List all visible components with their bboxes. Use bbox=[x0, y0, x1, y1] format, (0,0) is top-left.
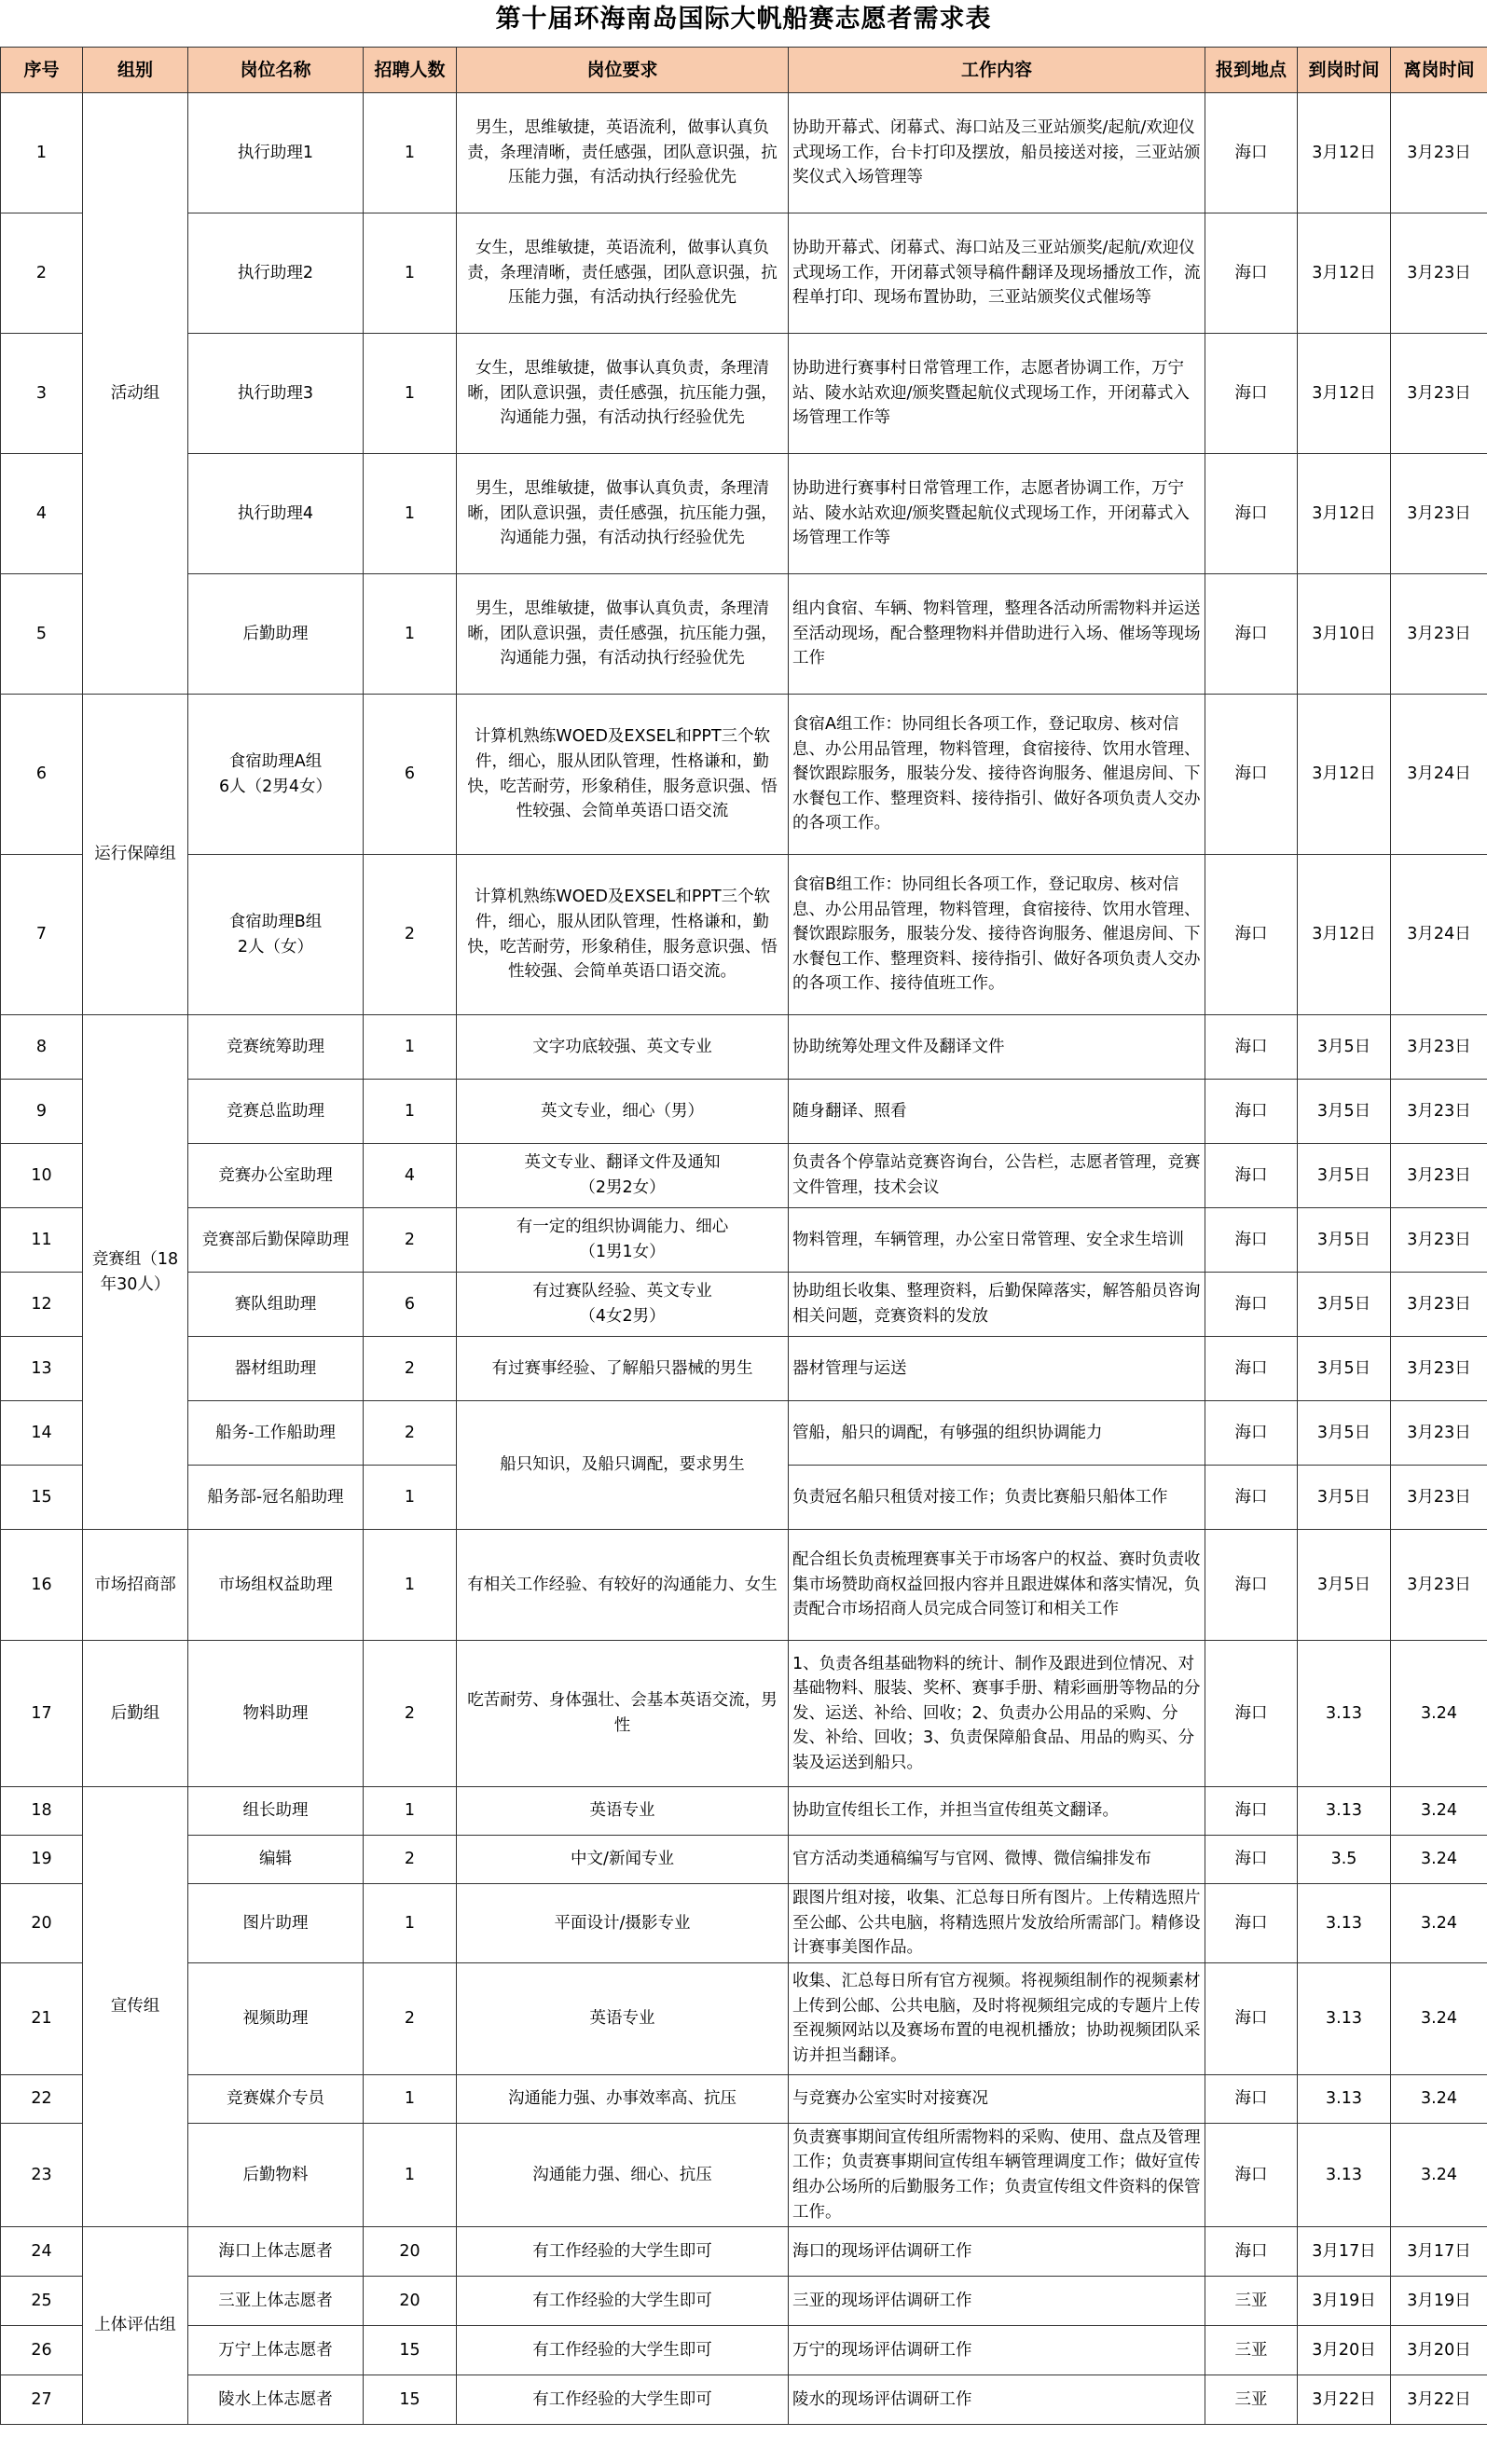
location-cell: 海口 bbox=[1205, 695, 1298, 855]
work-content-cell: 协助开幕式、闭幕式、海口站及三亚站颁奖/起航/欢迎仪式现场工作，台卡打印及摆放，船员接送对接，三亚站颁奖仪式入场管理等 bbox=[789, 93, 1205, 213]
end-date-cell: 3月23日 bbox=[1391, 1208, 1487, 1273]
table-row bbox=[1, 1787, 1487, 1836]
location-cell: 海口 bbox=[1205, 334, 1298, 454]
requirement-cell: 沟通能力强、细心、抗压 bbox=[457, 2123, 789, 2226]
table-row bbox=[1, 2227, 1487, 2277]
work-content-cell: 海口的现场评估调研工作 bbox=[789, 2227, 1205, 2277]
requirement-cell: 有相关工作经验、有较好的沟通能力、女生 bbox=[457, 1530, 789, 1641]
group-cell: 宣传组 bbox=[83, 1787, 188, 2227]
location-cell: 海口 bbox=[1205, 574, 1298, 695]
location-cell: 海口 bbox=[1205, 93, 1298, 213]
count-cell: 20 bbox=[364, 2227, 457, 2277]
end-date-cell: 3月23日 bbox=[1391, 1015, 1487, 1080]
work-content-cell: 协助开幕式、闭幕式、海口站及三亚站颁奖/起航/欢迎仪式现场工作，开闭幕式领导稿件翻译及现场播放工作，流程单打印、现场布置协助，三亚站颁奖仪式催场等 bbox=[789, 213, 1205, 334]
count-cell: 1 bbox=[364, 1015, 457, 1080]
position-cell: 编辑 bbox=[188, 1836, 364, 1884]
end-date-cell: 3月24日 bbox=[1391, 855, 1487, 1015]
table-row bbox=[1, 2074, 1487, 2123]
end-date-cell: 3月23日 bbox=[1391, 454, 1487, 574]
end-date-cell: 3月23日 bbox=[1391, 1080, 1487, 1144]
location-cell: 海口 bbox=[1205, 1080, 1298, 1144]
table-row bbox=[1, 334, 1487, 454]
table-row bbox=[1, 1401, 1487, 1466]
end-date-cell: 3.24 bbox=[1391, 1641, 1487, 1787]
count-cell: 1 bbox=[364, 334, 457, 454]
table-row bbox=[1, 2123, 1487, 2226]
count-cell: 2 bbox=[364, 855, 457, 1015]
end-date-cell: 3.24 bbox=[1391, 2074, 1487, 2123]
count-cell: 2 bbox=[364, 1401, 457, 1466]
location-cell: 海口 bbox=[1205, 2074, 1298, 2123]
row-number-cell: 11 bbox=[1, 1208, 83, 1273]
position-cell: 后勤助理 bbox=[188, 574, 364, 695]
requirement-cell: 中文/新闻专业 bbox=[457, 1836, 789, 1884]
row-number-cell: 23 bbox=[1, 2123, 83, 2226]
requirement-cell: 有工作经验的大学生即可 bbox=[457, 2326, 789, 2375]
table-row bbox=[1, 1962, 1487, 2074]
position-cell: 视频助理 bbox=[188, 1962, 364, 2074]
start-date-cell: 3月12日 bbox=[1298, 93, 1391, 213]
row-number-cell: 17 bbox=[1, 1641, 83, 1787]
requirement-cell: 英语专业 bbox=[457, 1962, 789, 2074]
position-cell: 三亚上体志愿者 bbox=[188, 2277, 364, 2326]
end-date-cell: 3.24 bbox=[1391, 1787, 1487, 1836]
row-number-cell: 22 bbox=[1, 2074, 83, 2123]
position-cell: 组长助理 bbox=[188, 1787, 364, 1836]
location-cell: 海口 bbox=[1205, 2227, 1298, 2277]
work-content-cell: 收集、汇总每日所有官方视频。将视频组制作的视频素材上传到公邮、公共电脑，及时将视频组完成的专题片上传至视频网站以及赛场布置的电视机播放；协助视频团队采访并担当翻译。 bbox=[789, 1962, 1205, 2074]
position-cell: 市场组权益助理 bbox=[188, 1530, 364, 1641]
start-date-cell: 3月12日 bbox=[1298, 334, 1391, 454]
location-cell: 海口 bbox=[1205, 1530, 1298, 1641]
work-content-cell: 负责各个停靠站竞赛咨询台，公告栏，志愿者管理，竞赛文件管理，技术会议 bbox=[789, 1144, 1205, 1208]
position-cell: 执行助理4 bbox=[188, 454, 364, 574]
requirement-cell: 沟通能力强、办事效率高、抗压 bbox=[457, 2074, 789, 2123]
group-cell: 上体评估组 bbox=[83, 2227, 188, 2425]
requirement-cell: 船只知识，及船只调配，要求男生 bbox=[457, 1401, 789, 1530]
position-cell: 食宿助理B组 2人（女） bbox=[188, 855, 364, 1015]
table-row bbox=[1, 1641, 1487, 1787]
start-date-cell: 3月5日 bbox=[1298, 1208, 1391, 1273]
requirement-cell: 有一定的组织协调能力、细心 （1男1女） bbox=[457, 1208, 789, 1273]
requirement-cell: 女生，思维敏捷，英语流利，做事认真负责，条理清晰，责任感强，团队意识强，抗压能力强，有活动执行经验优先 bbox=[457, 213, 789, 334]
end-date-cell: 3月23日 bbox=[1391, 334, 1487, 454]
start-date-cell: 3.13 bbox=[1298, 1641, 1391, 1787]
table-row bbox=[1, 855, 1487, 1015]
work-content-cell: 协助宣传组长工作，并担当宣传组英文翻译。 bbox=[789, 1787, 1205, 1836]
volunteer-table bbox=[0, 47, 1487, 2425]
requirement-cell: 吃苦耐劳、身体强壮、会基本英语交流，男性 bbox=[457, 1641, 789, 1787]
position-cell: 海口上体志愿者 bbox=[188, 2227, 364, 2277]
position-cell: 竞赛总监助理 bbox=[188, 1080, 364, 1144]
requirement-cell: 有过赛事经验、了解船只器械的男生 bbox=[457, 1337, 789, 1401]
group-cell: 后勤组 bbox=[83, 1641, 188, 1787]
start-date-cell: 3月5日 bbox=[1298, 1466, 1391, 1530]
location-cell: 海口 bbox=[1205, 454, 1298, 574]
location-cell: 海口 bbox=[1205, 1836, 1298, 1884]
start-date-cell: 3月12日 bbox=[1298, 454, 1391, 574]
count-cell: 20 bbox=[364, 2277, 457, 2326]
count-cell: 1 bbox=[364, 2074, 457, 2123]
header-cell: 序号 bbox=[1, 48, 83, 93]
end-date-cell: 3月17日 bbox=[1391, 2227, 1487, 2277]
row-number-cell: 8 bbox=[1, 1015, 83, 1080]
location-cell: 海口 bbox=[1205, 1401, 1298, 1466]
location-cell: 海口 bbox=[1205, 1787, 1298, 1836]
count-cell: 1 bbox=[364, 2123, 457, 2226]
row-number-cell: 15 bbox=[1, 1466, 83, 1530]
requirement-cell: 计算机熟练WOED及EXSEL和PPT三个软件，细心，服从团队管理，性格谦和，勤快，吃苦耐劳，形象稍佳，服务意识强、悟性较强、会简单英语口语交流 bbox=[457, 695, 789, 855]
requirement-cell: 有工作经验的大学生即可 bbox=[457, 2227, 789, 2277]
requirement-cell: 英文专业，细心（男） bbox=[457, 1080, 789, 1144]
end-date-cell: 3月23日 bbox=[1391, 1530, 1487, 1641]
header-cell: 工作内容 bbox=[789, 48, 1205, 93]
header-cell: 到岗时间 bbox=[1298, 48, 1391, 93]
start-date-cell: 3.13 bbox=[1298, 1962, 1391, 2074]
row-number-cell: 3 bbox=[1, 334, 83, 454]
start-date-cell: 3月5日 bbox=[1298, 1401, 1391, 1466]
table-row bbox=[1, 93, 1487, 213]
table-row bbox=[1, 1836, 1487, 1884]
end-date-cell: 3月19日 bbox=[1391, 2277, 1487, 2326]
work-content-cell: 负责冠名船只租赁对接工作；负责比赛船只船体工作 bbox=[789, 1466, 1205, 1530]
end-date-cell: 3月23日 bbox=[1391, 1144, 1487, 1208]
end-date-cell: 3月23日 bbox=[1391, 1273, 1487, 1337]
start-date-cell: 3月12日 bbox=[1298, 213, 1391, 334]
header-cell: 岗位要求 bbox=[457, 48, 789, 93]
requirement-cell: 计算机熟练WOED及EXSEL和PPT三个软件，细心，服从团队管理，性格谦和，勤快，吃苦耐劳，形象稍佳，服务意识强、悟性较强、会简单英语口语交流。 bbox=[457, 855, 789, 1015]
position-cell: 竞赛办公室助理 bbox=[188, 1144, 364, 1208]
start-date-cell: 3月5日 bbox=[1298, 1273, 1391, 1337]
requirement-cell: 男生，思维敏捷，英语流利，做事认真负责，条理清晰，责任感强，团队意识强，抗压能力强，有活动执行经验优先 bbox=[457, 93, 789, 213]
count-cell: 6 bbox=[364, 695, 457, 855]
end-date-cell: 3月24日 bbox=[1391, 695, 1487, 855]
table-row bbox=[1, 1080, 1487, 1144]
end-date-cell: 3月23日 bbox=[1391, 1401, 1487, 1466]
row-number-cell: 1 bbox=[1, 93, 83, 213]
end-date-cell: 3月20日 bbox=[1391, 2326, 1487, 2375]
work-content-cell: 随身翻译、照看 bbox=[789, 1080, 1205, 1144]
page-title: 第十届环海南岛国际大帆船赛志愿者需求表 bbox=[495, 5, 992, 34]
row-number-cell: 24 bbox=[1, 2227, 83, 2277]
work-content-cell: 组内食宿、车辆、物料管理，整理各活动所需物料并运送至活动现场，配合整理物料并借助进行入场、催场等现场工作 bbox=[789, 574, 1205, 695]
row-number-cell: 26 bbox=[1, 2326, 83, 2375]
requirement-cell: 有过赛队经验、英文专业 （4女2男） bbox=[457, 1273, 789, 1337]
work-content-cell: 食宿B组工作：协同组长各项工作，登记取房、核对信息、办公用品管理，物料管理，食宿接待、饮用水管理、餐饮跟踪服务，服装分发、接待咨询服务、催退房间、下水餐包工作、整理资料、接待指引、做好各项负责人交办的各项工作、接待值班工作。 bbox=[789, 855, 1205, 1015]
start-date-cell: 3月5日 bbox=[1298, 1337, 1391, 1401]
end-date-cell: 3月23日 bbox=[1391, 1337, 1487, 1401]
table-row bbox=[1, 1015, 1487, 1080]
position-cell: 器材组助理 bbox=[188, 1337, 364, 1401]
position-cell: 执行助理2 bbox=[188, 213, 364, 334]
count-cell: 1 bbox=[364, 454, 457, 574]
position-cell: 竞赛媒介专员 bbox=[188, 2074, 364, 2123]
position-cell: 图片助理 bbox=[188, 1884, 364, 1963]
work-content-cell: 三亚的现场评估调研工作 bbox=[789, 2277, 1205, 2326]
group-cell: 市场招商部 bbox=[83, 1530, 188, 1641]
row-number-cell: 20 bbox=[1, 1884, 83, 1963]
row-number-cell: 16 bbox=[1, 1530, 83, 1641]
start-date-cell: 3.13 bbox=[1298, 2123, 1391, 2226]
work-content-cell: 协助进行赛事村日常管理工作，志愿者协调工作，万宁站、陵水站欢迎/颁奖暨起航仪式现场工作，开闭幕式入场管理工作等 bbox=[789, 334, 1205, 454]
location-cell: 海口 bbox=[1205, 213, 1298, 334]
start-date-cell: 3月10日 bbox=[1298, 574, 1391, 695]
position-cell: 物料助理 bbox=[188, 1641, 364, 1787]
work-content-cell: 负责赛事期间宣传组所需物料的采购、使用、盘点及管理工作；负责赛事期间宣传组车辆管理调度工作；做好宣传组办公场所的后勤服务工作；负责宣传组文件资料的保管工作。 bbox=[789, 2123, 1205, 2226]
work-content-cell: 协助进行赛事村日常管理工作，志愿者协调工作，万宁站、陵水站欢迎/颁奖暨起航仪式现场工作，开闭幕式入场管理工作等 bbox=[789, 454, 1205, 574]
start-date-cell: 3.13 bbox=[1298, 1787, 1391, 1836]
row-number-cell: 4 bbox=[1, 454, 83, 574]
position-cell: 陵水上体志愿者 bbox=[188, 2375, 364, 2425]
location-cell: 海口 bbox=[1205, 1337, 1298, 1401]
start-date-cell: 3月19日 bbox=[1298, 2277, 1391, 2326]
row-number-cell: 9 bbox=[1, 1080, 83, 1144]
count-cell: 4 bbox=[364, 1144, 457, 1208]
table-row bbox=[1, 2326, 1487, 2375]
start-date-cell: 3月12日 bbox=[1298, 695, 1391, 855]
start-date-cell: 3月12日 bbox=[1298, 855, 1391, 1015]
position-cell: 竞赛部后勤保障助理 bbox=[188, 1208, 364, 1273]
location-cell: 海口 bbox=[1205, 1466, 1298, 1530]
start-date-cell: 3.13 bbox=[1298, 1884, 1391, 1963]
header-cell: 招聘人数 bbox=[364, 48, 457, 93]
count-cell: 1 bbox=[364, 1787, 457, 1836]
start-date-cell: 3月5日 bbox=[1298, 1144, 1391, 1208]
table-row bbox=[1, 213, 1487, 334]
location-cell: 三亚 bbox=[1205, 2375, 1298, 2425]
position-cell: 赛队组助理 bbox=[188, 1273, 364, 1337]
end-date-cell: 3.24 bbox=[1391, 1962, 1487, 2074]
requirement-cell: 有工作经验的大学生即可 bbox=[457, 2375, 789, 2425]
end-date-cell: 3月23日 bbox=[1391, 93, 1487, 213]
table-row bbox=[1, 1884, 1487, 1963]
end-date-cell: 3.24 bbox=[1391, 2123, 1487, 2226]
group-cell: 竞赛组（18年30人） bbox=[83, 1015, 188, 1530]
end-date-cell: 3.24 bbox=[1391, 1836, 1487, 1884]
start-date-cell: 3.5 bbox=[1298, 1836, 1391, 1884]
count-cell: 1 bbox=[364, 213, 457, 334]
count-cell: 1 bbox=[364, 93, 457, 213]
end-date-cell: 3月23日 bbox=[1391, 213, 1487, 334]
header-row bbox=[1, 48, 1487, 93]
table-row bbox=[1, 1208, 1487, 1273]
row-number-cell: 25 bbox=[1, 2277, 83, 2326]
work-content-cell: 与竞赛办公室实时对接赛况 bbox=[789, 2074, 1205, 2123]
work-content-cell: 食宿A组工作：协同组长各项工作，登记取房、核对信息、办公用品管理，物料管理，食宿接待、饮用水管理、餐饮跟踪服务，服装分发、接待咨询服务、催退房间、下水餐包工作、整理资料、接待指引、做好各项负责人交办的各项工作。 bbox=[789, 695, 1205, 855]
location-cell: 海口 bbox=[1205, 1208, 1298, 1273]
start-date-cell: 3月20日 bbox=[1298, 2326, 1391, 2375]
row-number-cell: 19 bbox=[1, 1836, 83, 1884]
requirement-cell: 有工作经验的大学生即可 bbox=[457, 2277, 789, 2326]
table-row bbox=[1, 1530, 1487, 1641]
start-date-cell: 3月5日 bbox=[1298, 1080, 1391, 1144]
count-cell: 15 bbox=[364, 2326, 457, 2375]
header-cell: 报到地点 bbox=[1205, 48, 1298, 93]
count-cell: 2 bbox=[364, 1208, 457, 1273]
count-cell: 1 bbox=[364, 574, 457, 695]
table-row bbox=[1, 574, 1487, 695]
requirement-cell: 英文专业、翻译文件及通知 （2男2女） bbox=[457, 1144, 789, 1208]
row-number-cell: 27 bbox=[1, 2375, 83, 2425]
row-number-cell: 21 bbox=[1, 1962, 83, 2074]
end-date-cell: 3月22日 bbox=[1391, 2375, 1487, 2425]
position-cell: 执行助理3 bbox=[188, 334, 364, 454]
location-cell: 三亚 bbox=[1205, 2326, 1298, 2375]
location-cell: 海口 bbox=[1205, 1015, 1298, 1080]
end-date-cell: 3月23日 bbox=[1391, 1466, 1487, 1530]
position-cell: 船务-工作船助理 bbox=[188, 1401, 364, 1466]
start-date-cell: 3月17日 bbox=[1298, 2227, 1391, 2277]
work-content-cell: 管船，船只的调配，有够强的组织协调能力 bbox=[789, 1401, 1205, 1466]
requirement-cell: 英语专业 bbox=[457, 1787, 789, 1836]
work-content-cell: 协助组长收集、整理资料，后勤保障落实，解答船员咨询相关问题，竞赛资料的发放 bbox=[789, 1273, 1205, 1337]
work-content-cell: 陵水的现场评估调研工作 bbox=[789, 2375, 1205, 2425]
requirement-cell: 男生，思维敏捷，做事认真负责，条理清晰，团队意识强，责任感强，抗压能力强，沟通能力强，有活动执行经验优先 bbox=[457, 574, 789, 695]
table-row bbox=[1, 2375, 1487, 2425]
position-cell: 船务部-冠名船助理 bbox=[188, 1466, 364, 1530]
work-content-cell: 配合组长负责梳理赛事关于市场客户的权益、赛时负责收集市场赞助商权益回报内容并且跟进媒体和落实情况，负责配合市场招商人员完成合同签订和相关工作 bbox=[789, 1530, 1205, 1641]
count-cell: 1 bbox=[364, 1466, 457, 1530]
group-cell: 活动组 bbox=[83, 93, 188, 695]
count-cell: 2 bbox=[364, 1337, 457, 1401]
header-cell: 离岗时间 bbox=[1391, 48, 1487, 93]
row-number-cell: 5 bbox=[1, 574, 83, 695]
position-cell: 执行助理1 bbox=[188, 93, 364, 213]
count-cell: 2 bbox=[364, 1962, 457, 2074]
row-number-cell: 7 bbox=[1, 855, 83, 1015]
position-cell: 竞赛统筹助理 bbox=[188, 1015, 364, 1080]
requirement-cell: 文字功底较强、英文专业 bbox=[457, 1015, 789, 1080]
count-cell: 1 bbox=[364, 1884, 457, 1963]
position-cell: 后勤物料 bbox=[188, 2123, 364, 2226]
location-cell: 海口 bbox=[1205, 1641, 1298, 1787]
location-cell: 三亚 bbox=[1205, 2277, 1298, 2326]
table-row bbox=[1, 1144, 1487, 1208]
count-cell: 6 bbox=[364, 1273, 457, 1337]
location-cell: 海口 bbox=[1205, 1962, 1298, 2074]
position-cell: 食宿助理A组 6人（2男4女） bbox=[188, 695, 364, 855]
row-number-cell: 12 bbox=[1, 1273, 83, 1337]
start-date-cell: 3.13 bbox=[1298, 2074, 1391, 2123]
count-cell: 2 bbox=[364, 1641, 457, 1787]
work-content-cell: 协助统筹处理文件及翻译文件 bbox=[789, 1015, 1205, 1080]
location-cell: 海口 bbox=[1205, 1273, 1298, 1337]
table-row bbox=[1, 2277, 1487, 2326]
table-row bbox=[1, 695, 1487, 855]
row-number-cell: 18 bbox=[1, 1787, 83, 1836]
work-content-cell: 官方活动类通稿编写与官网、微博、微信编排发布 bbox=[789, 1836, 1205, 1884]
count-cell: 2 bbox=[364, 1836, 457, 1884]
start-date-cell: 3月5日 bbox=[1298, 1015, 1391, 1080]
header-cell: 岗位名称 bbox=[188, 48, 364, 93]
position-cell: 万宁上体志愿者 bbox=[188, 2326, 364, 2375]
work-content-cell: 1、负责各组基础物料的统计、制作及跟进到位情况、对基础物料、服装、奖杯、赛事手册、精彩画册等物品的分发、运送、补给、回收；2、负责办公用品的采购、分发、补给、回收；3、负责保障船食品、用品的购买、分装及运送到船只。 bbox=[789, 1641, 1205, 1787]
row-number-cell: 6 bbox=[1, 695, 83, 855]
work-content-cell: 器材管理与运送 bbox=[789, 1337, 1205, 1401]
work-content-cell: 物料管理，车辆管理，办公室日常管理、安全求生培训 bbox=[789, 1208, 1205, 1273]
requirement-cell: 女生，思维敏捷，做事认真负责，条理清晰，团队意识强，责任感强，抗压能力强，沟通能力强，有活动执行经验优先 bbox=[457, 334, 789, 454]
location-cell: 海口 bbox=[1205, 1144, 1298, 1208]
row-number-cell: 14 bbox=[1, 1401, 83, 1466]
row-number-cell: 2 bbox=[1, 213, 83, 334]
start-date-cell: 3月22日 bbox=[1298, 2375, 1391, 2425]
requirement-cell: 男生，思维敏捷，做事认真负责，条理清晰，团队意识强，责任感强，抗压能力强，沟通能力强，有活动执行经验优先 bbox=[457, 454, 789, 574]
requirement-cell: 平面设计/摄影专业 bbox=[457, 1884, 789, 1963]
location-cell: 海口 bbox=[1205, 1884, 1298, 1963]
table-row bbox=[1, 454, 1487, 574]
table-row bbox=[1, 1273, 1487, 1337]
header-cell: 组别 bbox=[83, 48, 188, 93]
group-cell: 运行保障组 bbox=[83, 695, 188, 1015]
work-content-cell: 万宁的现场评估调研工作 bbox=[789, 2326, 1205, 2375]
end-date-cell: 3.24 bbox=[1391, 1884, 1487, 1963]
row-number-cell: 13 bbox=[1, 1337, 83, 1401]
row-number-cell: 10 bbox=[1, 1144, 83, 1208]
location-cell: 海口 bbox=[1205, 855, 1298, 1015]
location-cell: 海口 bbox=[1205, 2123, 1298, 2226]
work-content-cell: 跟图片组对接，收集、汇总每日所有图片。上传精选照片至公邮、公共电脑，将精选照片发放给所需部门。精修设计赛事美图作品。 bbox=[789, 1884, 1205, 1963]
count-cell: 1 bbox=[364, 1080, 457, 1144]
count-cell: 15 bbox=[364, 2375, 457, 2425]
table-row bbox=[1, 1337, 1487, 1401]
end-date-cell: 3月23日 bbox=[1391, 574, 1487, 695]
start-date-cell: 3月5日 bbox=[1298, 1530, 1391, 1641]
count-cell: 1 bbox=[364, 1530, 457, 1641]
